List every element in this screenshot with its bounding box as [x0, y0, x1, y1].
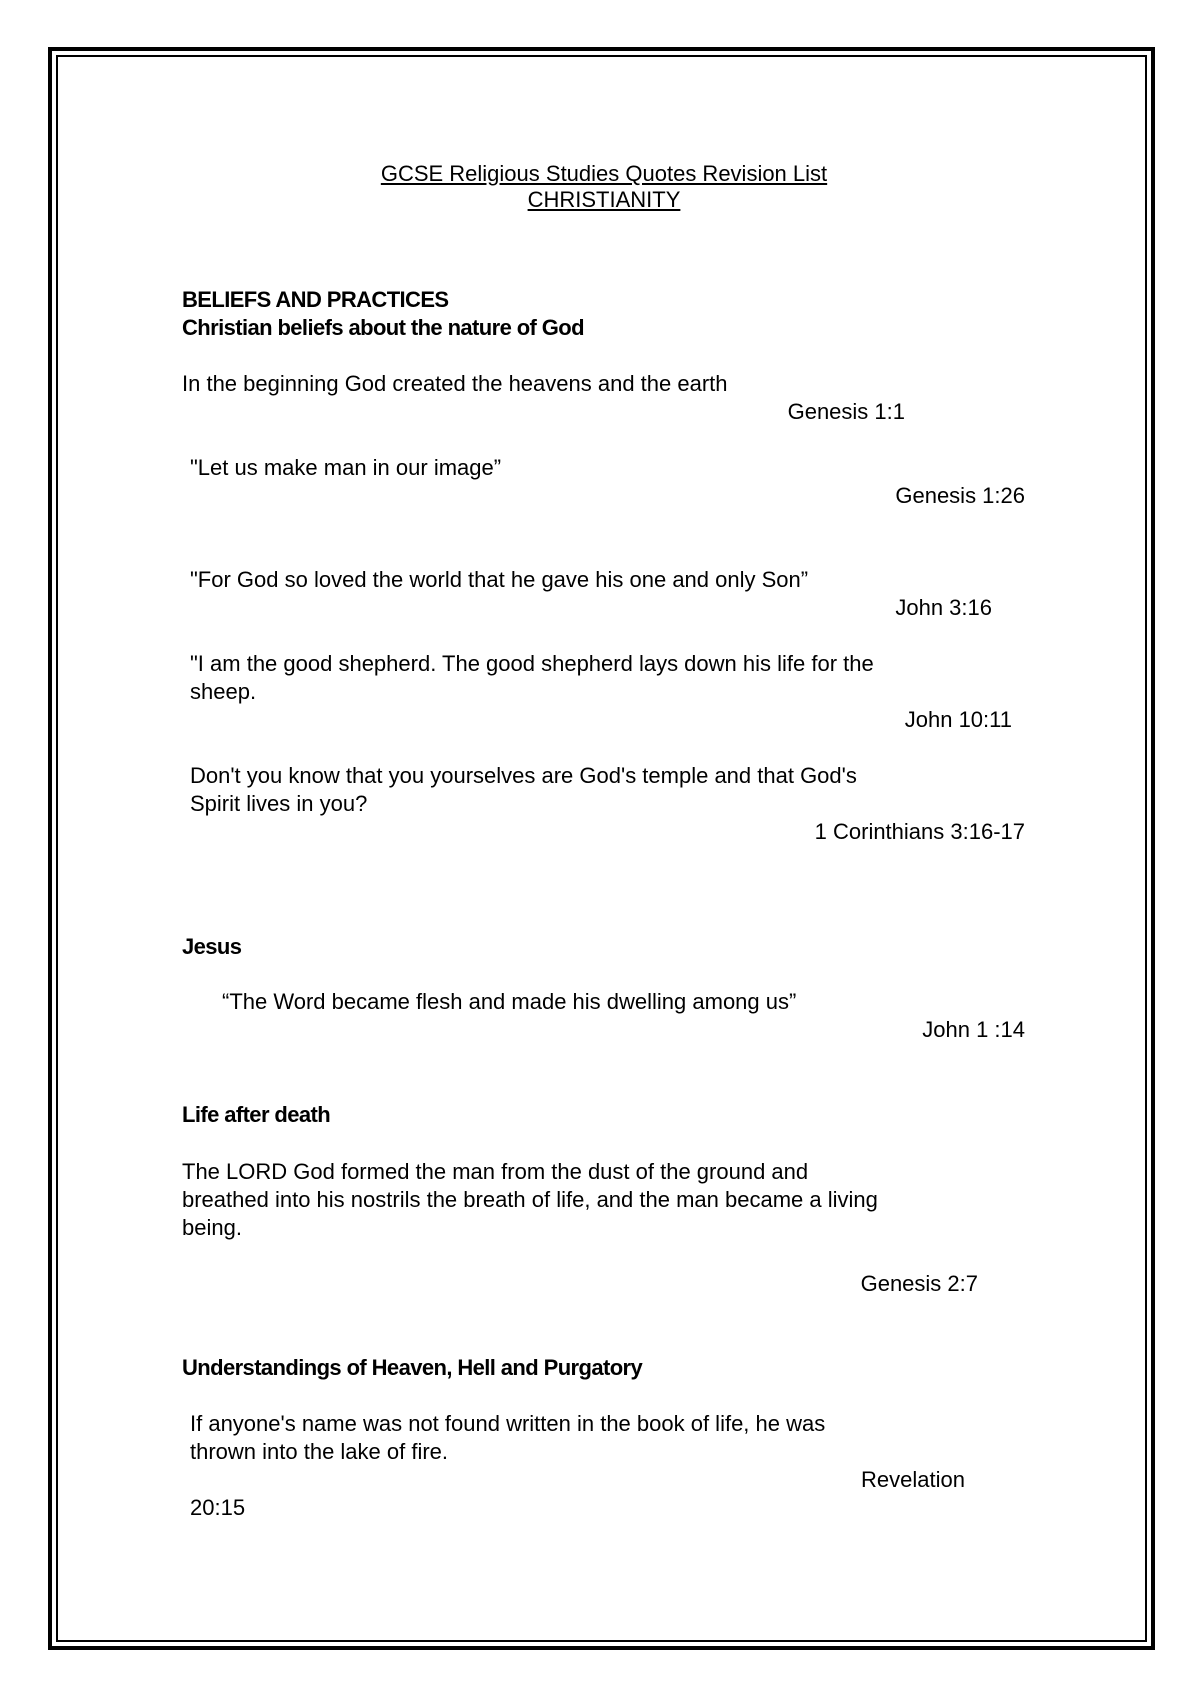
quote-reference: John 1 :14: [922, 1017, 1025, 1042]
quote-text: In the beginning God created the heavens and the earth: [182, 371, 728, 396]
quote-reference: 1 Corinthians 3:16-17: [814, 819, 1025, 844]
document-subtitle: CHRISTIANITY: [527, 187, 681, 212]
quote-reference: Genesis 2:7: [860, 1271, 978, 1296]
quote-text: Don't you know that you yourselves are God's temple and that God's: [190, 763, 857, 788]
quote-text: being.: [182, 1215, 242, 1240]
quote-reference: John 10:11: [904, 707, 1012, 732]
quote-text: "I am the good shepherd. The good shepherd lays down his life for the: [190, 651, 874, 676]
section-heading-heaven-hell-purgatory: Understandings of Heaven, Hell and Purgatory: [182, 1355, 643, 1380]
quote-text: The LORD God formed the man from the dust of the ground and: [182, 1159, 809, 1184]
quote-text: Spirit lives in you?: [190, 791, 368, 816]
quote-reference: Revelation: [861, 1467, 965, 1492]
quote-text: If anyone's name was not found written in the book of life, he was: [190, 1411, 826, 1436]
quote-text: breathed into his nostrils the breath of life, and the man became a living: [182, 1187, 878, 1212]
quote-text: thrown into the lake of fire.: [190, 1439, 449, 1464]
quote-text: "For God so loved the world that he gave his one and only Son”: [190, 567, 809, 592]
document-title: GCSE Religious Studies Quotes Revision List: [380, 161, 828, 186]
quote-text: "Let us make man in our image”: [190, 455, 502, 480]
quote-reference: 20:15: [190, 1495, 246, 1520]
quote-reference: Genesis 1:26: [895, 483, 1025, 508]
subheading-nature-of-god: Christian beliefs about the nature of God: [182, 315, 584, 340]
quote-reference: John 3:16: [895, 595, 992, 620]
section-heading-beliefs: BELIEFS AND PRACTICES: [182, 287, 449, 312]
quote-text: sheep.: [190, 679, 257, 704]
section-heading-life-after-death: Life after death: [182, 1102, 331, 1127]
section-heading-jesus: Jesus: [182, 934, 242, 959]
quote-text: “The Word became flesh and made his dwelling among us”: [222, 989, 797, 1014]
quote-reference: Genesis 1:1: [787, 399, 905, 424]
